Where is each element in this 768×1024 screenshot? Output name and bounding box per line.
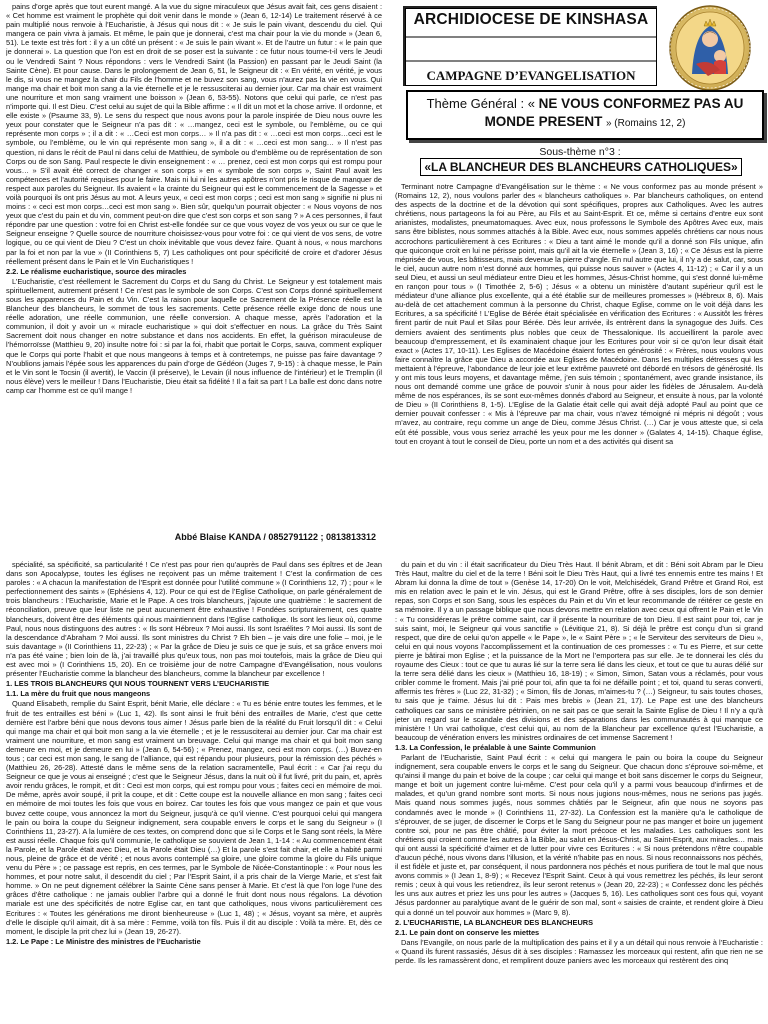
campaign-title: CAMPAGNE D’EVANGELISATION: [426, 68, 636, 83]
column-bottom-right: [395, 560, 763, 1024]
theme-box: [406, 90, 764, 140]
subsection-heading: 1.3. La Confession, le préalable à une Sainte Communion: [395, 742, 596, 752]
paragraph: du pain et du vin : il était sacrificateur du Dieu Très Haut. Il bénit Abram, et dit : Béni soit Abram par le Dieu Très Haut, maître du ciel et de la terre ! Béni soit le Dieu Très Haut, qui a livré tes ennemis entre tes mains ! Et Abram lui donna la dîme de tout » (Genèse 14, 17-20) On le voit, Melchisédek, Grand Prêtre et Grand Roi, est mis en relation avec le pain et le vin. Jésus, qui est le Grand Prêtre, offre à ses disciples, lors de son dernier repas, son Corps et son Sang, sous les espèces du Pain et du Vin et leur recommande de réitérer ce geste en sa mémoire. Il y a un passage biblique que nous devons mettre en relation avec ceux qui offrent le Pain et le Vin : « Tu considéreras le prêtre comme saint, car il présente la nourriture de ton Dieu. Il est saint pour toi, car je suis saint, moi, le Seigneur qui vous sanctifie » (Lévitique 21, 8). Si déjà le prêtre est conçu d’un si grand respect, que dire de celui qu’on appelle « le Pape », le « Saint Père » ; « le Serviteur des serviteurs de Dieu », celui en qui nous voyons l’accomplissement et la continuation de ces promesses : « Tu es Pierre, et sur cette pierre je bâtirai mon Eglise ; et la puissance de la Mort ne l’emportera pas sur elle. Je te donnerai les clés du royaume des Cieux : tout ce que tu auras lié sur la terre sera lié dans les cieux, et tout ce que tu auras délié sur la terre sera délié dans les cieux » (Matthieu 16, 18-19) ; « Simon, Simon, Satan vous a réclamés, pour vous cribler comme le froment. Mais j’ai prié pour toi, afin que ta foi ne défaille point ; et toi, quand tu seras converti, affermis tes frères » (Luc 22, 31-32) ; « Simon, fils de Jonas, m’aimes-tu ? (…) Seigneur, tu sais toutes choses, tu sais que je t’aime. Jésus lui dit : Pais mes brebis » (Jean 21, 17). Le Pape est une des blancheurs catholiques car sans ce ministère pétrinien, on ne sait pas ce que serait la Sainte Eglise de Dieu ! Il n’y a qu’à jeter un regard sur le scandale des divisions et des séparations dans les communautés à qui manque ce ministère ! Un vrai catholique, c’est celui qui, au nom de la Blancheur par excellence qu’est l’Eucharistie, a beaucoup de vénération envers les ministres ordinaires de cet immense Sacrement !: [395, 560, 763, 742]
section-heading: 2. L’EUCHARISTIE, LA BLANCHEUR DES BLANCHEURS: [395, 917, 594, 927]
header-divider: [406, 33, 656, 63]
paragraph: L’Eucharistie, c’est réellement le Sacrement du Corps et du Sang du Christ. Le Seigneur y est totalement mais spirituellement, autrement présent ! Ce n’est pas le symbole de son Corps. C’est son Corps donné spirituellement sous les apparences du Pain et du Vin. C’est la raison pour laquelle ce Sacrement de la Présence réelle est la Blancheur des blancheurs, le sommet de tous les sacrements. Cette présence réelle exige donc de nous une réelle adoration, une réelle communion, une réelle conversion. A chaque messe, après l’adoration et la communion, il doit y avoir un « miracle eucharistique » qui doit s’effectuer en nous. La grâce du Très Saint Sacrement doit nous changer en notre substance et dans nos accidents. En effet, la guérison miraculeuse de l’hémorroïsse (Matthieu 9, 20) insulte notre foi : si par la foi, rhabit que portait le Corps, sauva, comment expliquer que le Corps qui porte l’habit et que nous mangeons à temps et à contretemps, ne puisse pas faire davantage ? N’oublions jamais l’épée sous les apparences du pain d’orge de Gédéon (Juges 7, 9-15) : à chaque messe, le Pain et le Vin sont le Tocsin (il avertit), le Vaccin (il préserve), le Levain (il nous influence de l’intérieur) et le Tremplin (il nous élève) vers le meilleur ! Dans l’Eucharistie, Dieu était sa fidélité ! Il a fait sa part ! La balle est donc dans notre camp car l’homme est ce qu’il mange !: [6, 276, 382, 395]
madonna-seal-image: [664, 4, 756, 94]
subsection-heading: 1.2. Le Pape : Le Ministre des ministres de l’Eucharistie: [6, 936, 201, 946]
column-top-left: [6, 2, 382, 540]
paragraph: Quand Elisabeth, remplie du Saint Esprit, bénit Marie, elle déclare : « Tu es bénie entre toutes les femmes, et le fruit de tes entrailles est béni » (Luc 1, 42). Ils sont ainsi le fruit béni des entrailles de Marie, c’est que cette dernière est l’arbre béni que nous devons tous aimer ! Jésus parle bien de la réalité du Fruit lorsqu’il dit : « Celui qui mange ma chair et qui boit mon sang a la vie éternelle ; et je le ressusciterai au dernier jour. Car ma chair est vraiment une nourriture, et mon sang est vraiment un breuvage. Celui qui mange ma chair et qui boit mon sang demeure en moi, et je demeure en lui » (Jean 6, 54-56) ; « Prenez, mangez, ceci est mon corps. (…) Buvez-en tous ; car ceci est mon sang, le sang de l’alliance, qui est répandu pour plusieurs, pour la rémission des péchés » (Matthieu 26, 26-28). Attesté dans le même sens de la relation sacramentelle, Paul écrit : « Car j’ai reçu du Seigneur ce que je vous ai enseigné ; c’est que le Seigneur Jésus, dans la nuit où il fut livré, prit du pain, et, après avoir rendu grâces, le rompit, et dit : Ceci est mon corps, qui est rompu pour vous ; faites ceci en mémoire de moi. De même, après avoir soupé, il prit la coupe, et dit : Cette coupe est la nouvelle alliance en mon sang ; faites ceci en mémoire de moi toutes les fois que vous en boirez. Car toutes les fois que vous mangez ce pain et que vous buvez cette coupe, vous annoncez la mort du Seigneur, jusqu’à ce qu’il vienne. C’est pourquoi celui qui mangera le pain ou boira la coupe du Seigneur indignement, sera coupable envers le corps et le sang du Seigneur » (I Corinthiens 11, 23-27). A la lumière de ces textes, on comprend donc que si le Corps et le Sang sont réels, la Mère est aussi réelle. Chaque fois qu’il communie, le catholique se souvient de Jean 1, 1-14 : « Au commencement était la Parole, et la Parole était avec Dieu, et la Parole était Dieu (…) Et la parole s’est fait chair, et elle a habité parmi nous, pleine de grâce et de vérité ; et nous avons contemplé sa gloire, une gloire comme la gloire du Fils unique venu du Père » ; ce passage est repris, en ces termes, par le Symbole de Nicée-Constantinople : « Pour nous les hommes, et pour notre salut, il descendit du ciel ; Par l’Esprit Saint, il a pris chair de la Vierge Marie, et s’est fait homme. » On ne peut dignement célébrer la Sainte Cène sans penser à Marie. Et c’est là que l’on loge l’une des grâces d’être catholique : ne jamais oublier l’arbre qui a donné le fruit dont nous nous régalons. La dévotion mariale est une des spécificités de notre Eglise car, en tant que catholiques, nous vivons particulièrement ces Ecritures : « Toutes les générations me diront bienheureuse » (Luc 1, 48) ; « Jésus, voyant sa mère, et auprès d’elle le disciple qu’il aimait, dit à sa mère : Femme, voilà ton fils. Puis il dit au disciple : Voilà ta mère. Et, dès ce moment, le disciple la prit chez lui » (Jean 19, 26-27).: [6, 699, 382, 936]
author-signature: Abbé Blaise KANDA / 0852791122 ; 0813813312: [174, 532, 376, 542]
paragraph: Parlant de l’Eucharistie, Saint Paul écrit : « celui qui mangera le pain ou boira la coupe du Seigneur indignement, sera coupable envers le corps et le sang du Seigneur. Que chacun donc s’éprouve soi-même, et qu’ainsi il mange du pain et boive de la coupe ; car celui qui mange et boit sans discerner le corps du Seigneur, mange et boit un jugement contre lui-même. C’est pour cela qu’il y a parmi vous beaucoup d’infirmes et de malades, et qu’un grand nombre sont morts. Si nous nous jugions nous-mêmes, nous ne serions pas jugés. Mais quand nous sommes jugés, nous sommes châtiés par le Seigneur, afin que nous ne soyons pas condamnés avec le monde » (I Corinthiens 11, 27-32). La Confession est la manière qu’a le catholique de s’éprouver, de se juger, de discerner le Corps et le Sang du Seigneur pour ne pas manger et boire un jugement contre soi, pour ne pas être châtié, pour éviter la mort précoce et les maladies. Les catholiques sont les chrétiens qui croient comme les autres à la Bible, au salut en Jésus-Christ, au Saint-Esprit, aux miracles… mais qui ont aussi la spécificité d’aimer et de lutter pour vivre ces Ecritures : « Si nous prétendons n’être coupable d’aucun péché, nous vivons dans l’illusion, et la vérité n’habite pas en nous. Si nous reconnaissons nos péchés, il est fidèle et juste et, par conséquent, il nous pardonnera nos péchés et nous purifiera de tout le mal que nous avons commis » (I Jean 1, 8-9) ; « Recevez l’Esprit Saint. Ceux à qui vous remettrez les péchés, ils leur seront remis ; ceux à qui vous les retiendrez, ils leur seront retenus » (Jean 20, 22-23) ; « Confessez donc les péchés les uns aux autres et priez les uns pour les autres » (Jacques 5, 16). Les catholiques sont ces fous qui, voyant Jésus pardonner au paralytique avant de le guérir de son mal, sont « saisies de crainte, et rendent gloire à Dieu qui a donné un tel pouvoir aux hommes » (Marc 9, 8).: [395, 752, 763, 917]
column-bottom-left: [6, 560, 382, 1024]
diocese-title: ARCHIDIOCESE DE KINSHASA: [413, 11, 649, 28]
theme-reference: » (Romains 12, 2): [605, 118, 686, 129]
paragraph: Dans l’Evangile, on nous parle de la multiplication des pains et il y a un détail qui nous renvoie à l’Eucharistie : « Quand ils furent rassasiés, Jésus dit à ses disciples : Ramassez les morceaux qui restent, afin que rien ne se perde. Ils les ramassèrent donc, et remplirent douze paniers avec les morceaux qui restèrent des cinq: [395, 937, 763, 966]
theme-line-2: [408, 114, 762, 129]
paragraph: spécialité, sa spécificité, sa particularité ! Ce n’est pas pour rien qu’auprès de Paul dans ses épîtres et de Jean dans son Apocalypse, toutes les églises ne reçoivent pas un même traitement ! C’est la confirmation de ces paroles : « A chacun la manifestation de l’Esprit est donnée pour l’utilité commune » (I Corinthiens 12, 7) ; pour « le perfectionnement des saints » (Ephésiens 4, 12). Pour ce qui est de l’Eglise Catholique, on parle généralement de trois blancheurs : l’Eucharistie, Marie et le Pape. A ces trois blancheurs, j’ajoute une quatrième : le sacrement de réconciliation, preuve que leur liste ne peut aucunement être exhaustive ! Fondées scripturairement, ces quatre blancheurs, doivent être des éléments qui nous maintiennent dans l’Eglise catholique. Ils sont les lieux où, comme Paul, nous nous distinguons des autres : « Ils sont Hébreux ? Moi aussi. Ils sont Israélites ? Moi aussi. Ils sont de la descendance d’Abraham ? Moi aussi. Ils sont ministres du Christ ? Eh bien – je vais dire une folie – moi, je le suis davantage » (II Corinthiens 11, 22-23) ; « Par la grâce de Dieu je suis ce que je suis, et sa grâce envers moi n’a pas été vaine ; bien loin de là, j’ai travaillé plus qu’eux tous, non pas moi toutefois, mais la grâce de Dieu qui est avec moi » (I Corinthiens 15, 20). En ce troisième jour de notre Campagne d’Evangélisation, nous voulons présenter l’Eucharistie comme la blancheur des blancheurs, comme la blancheur par excellence !: [6, 560, 382, 679]
theme-title-a: NE VOUS CONFORMEZ PAS AU: [538, 96, 744, 111]
header-box: [405, 8, 657, 86]
column-top-right: [395, 182, 763, 550]
sub-theme-title: «LA BLANCHEUR DES BLANCHEURS CATHOLIQUES»: [420, 158, 742, 176]
sub-theme-label: Sous-thème n°3 :: [539, 146, 621, 158]
theme-title-b: MONDE PRESENT: [484, 114, 603, 129]
section-heading: 1. LES TROIS BLANCHEURS QUI NOUS TOURNENT VERS L’EUCHARISTIE: [6, 679, 270, 689]
paragraph: Terminant notre Campagne d’Evangélisation sur le thème : « Ne vous conformez pas au monde présent » (Romains 12, 2), nous voulons parler des « blancheurs catholiques ». Par blancheurs catholiques, on entend des aspects de la doctrine et de la dévotion qui sont spécifiques, propres aux Catholiques. Avec les autres chrétiens, nous partageons la foi au Père, au Fils et au Saint-Esprit. Et ce, même si certains d’entre eux sont arianistes, modalistes, pneumatomaques. Avec eux, nous professons le Symbole des Apôtres Avec eux, mais sans être biblistes, nous sommes attachés à la Bible. Avec eux, nous sommes appelés chrétiens car nous nous accrochons particulièrement à ces Ecritures : « Dieu a tant aimé le monde qu’il a donné son Fils unique, afin que quiconque croit en lui ne périsse point, mais qu’il ait la vie éternelle » (Jean 3, 16) ; « Ce Jésus est la pierre méprisée de vous, les bâtisseurs, mais devenue la pierre d’angle. En nul autre que lui, il n’y a de salut, car, sous le ciel, aucun autre nom n’est donné aux hommes, qui puisse nous sauver » (Actes 4, 11-12) ; « Car il y a un seul Dieu, et aussi un seul médiateur entre Dieu et les hommes, Jésus-Christ homme, qui s’est donné lui-même en rançon pour tous » (I Timothée 2, 5-6) ; Jésus « a obtenu un ministère d’autant supérieur qu’il est le médiateur d’une alliance plus excellente, qui a été établie sur de meilleures promesses » (Hébreux 8, 6). Mais au-delà de cet attachement commun à la personne du Christ, chaque Eglise, comme on le voit déjà dans les Ecritures, a sa spécificité ! L’Eglise de Bérée était spécialisée en vérification des Ecritures : « Aussitôt les frères firent partir de nuit Paul et Silas pour Bérée. Dès leur arrivée, ils entrèrent dans la synagogue des Juifs. Ces derniers avaient des sentiments plus nobles que ceux de Thessalonique. Ils accueillirent la parole avec beaucoup d’empressement, et ils examinaient chaque jour les Ecritures pour voir si ce qu’on leur disait était exact » (Actes 17, 10-11). Les Eglises de Macédoine étaient fortes en générosité : « Frères, nous voulons vous faire connaître la grâce que Dieu a accordée aux Eglises de Macédoine. Dans les multiples détresses qui les mettaient à l’épreuve, l’abondance de leur joie et leur extrême pauvreté ont débordé en trésors de générosité. Ils y ont mis tous leurs moyens, et davantage même, j’en suis témoin ; spontanément, avec grande insistance, ils nous ont demandé comme une grâce de pouvoir s’unir à nous pour aider les fidèles de Jérusalem. Au-delà même de nos espérances, ils se sont eux-mêmes donnés d’abord au Seigneur, et ensuite à nous, par la volonté de Dieu » (II Corinthiens 8, 1-5). L’Eglise de la Galatie était celle qui avait déjà adopté Paul au point que ce dernier pouvait confesser : « Mis à l’épreuve par ma chair, vous n’avez témoigné ni mépris ni dégoût ; vous m’avez, au contraire, reçu comme un ange de Dieu, comme Jésus Christ. (…) Car je vous atteste que, si cela eût été possible, vous vous seriez arraché les yeux pour me les donner » (Galates 4, 14-15). Chaque église, tout en croyant à tout le conseil de Dieu, porte un nom et a des activités qui disent sa: [395, 182, 763, 446]
theme-prefix: Thème Général : «: [426, 96, 535, 111]
paragraph: pains d’orge après que tout eurent mangé. A la vue du signe miraculeux que Jésus avait fait, ces gens disaient : « Cet homme est vraiment le prophète qui doit venir dans le monde » (Jean 6, 12-14) Le traitement réservé à ce pain multiplié nous renvoie à l’Eucharistie, à Jésus qui nous dit : « Je suis le pain vivant, descendu du ciel. Qui mangera ce pain vivra à jamais. Et même, le pain que je donnerai, c’est ma chair pour la vie du monde » (Jean 6, 51). Le texte est très fort : il y a un côté un présent : « Je suis le pain vivant ». Et de l’autre un futur : « le pain que je donnerai ». La question que l’on est en droit de se poser est la suivante : ce futur nous tourne-t-il vers le Jeudi ou le Vendredi Saint ? Nous répondons : vers le Vendredi Saint (la Passion) en passant par le Jeudi Saint (la Sainte Cène). Et pour cause. Dans le prolongement de Jean 6, 51, le Seigneur dit : « En vérité, en vérité, je vous le dis, si vous ne mangez la chair du Fils de l’homme et ne buvez son sang, vous n’aurez pas la vie en vous. Qui mange ma chair et boit mon sang a la vie éternelle et je le ressusciterai au dernier jour. Car ma chair est vraiment une nourriture et mon sang vraiment une boisson » (Jean 6, 53-55). Notons que celui qui parle, ce n’est pas n’importe qui. Il est Dieu. C’est celui au sujet de qui la Bible affirme : « Il dit un mot et la chose arrive. Il ordonne, et elle existe » (Psaume 33, 9). Le sens du respect que nous avons pour la parole inspirée de Dieu nous ouvre les yeux pour constater que le Seigneur n’a pas dit : « …mangez, ceci est le symbole, ou l’emblème, ou ce qui représente mon corps » ; il a dit : « …Ceci est mon corps… » Il n’a pas dit : « …ceci est mon corps…ceci est le symbole, ou l’emblème, ou le vin qui représente mon sang », il a dit : « …ceci est mon sang… » Il n’est pas question, ni dans le récit de Paul ni dans celui de Matthieu, de symbole ou d’emblème ou de représentation de son Corps ou de son Sang. Paul respecte le divin enseignement : « … prenez, ceci est mon corps qui est rompu pour vous… » S’il avait été correct de changer « son corps » en « symbole de son corps », Saint Paul avait les compétences et l’autorité requises pour le faire. Mais ni lui ni les autres apôtres n’ont pris le risque de manquer de respect aux paroles du Seigneur. Ils avaient « la crainte du Seigneur qui est le commencement de la Sagesse » et voilà pourquoi ils ont pris Jésus au mot. A leurs yeux, « ceci est mon corps ; ceci est mon sang » signifie ni plus ni moins : « ceci est mon corps…ceci est mon sang ». Bien sûr, quelqu’un pourrait objecter : « Nous voyons de nos yeux que c’est du pain et du vin, comment peut-on dire que c’est son corps et son sang ? » A ces personnes, il faut répondre par une question : votre foi en Christ est-elle fondée sur ce que vous voyez de vos yeux ou sur ce que le Seigneur enseigne ? Quelle source de nourriture choisissez-vous pour votre foi : ce qui vient de vos sens, de votre logique, ou ce qui vient de Dieu ? C’est un choix inévitable que vous devez faire. Quant à nous, « nous marchons par la foi et non par la vue » (II Corinthiens 5, 7) Les catholiques ont pour spécificité de croire et d’adorer Jésus réellement présent dans le Pain et le Vin Eucharistiques !: [6, 2, 382, 266]
subsection-heading: 2.1. Le pain dont on conserve les miettes: [395, 927, 540, 937]
subsection-heading: 1.1. La mère du fruit que nous mangeons: [6, 689, 151, 699]
theme-line-1: [408, 96, 762, 111]
section-heading: 2.2. Le réalisme eucharistique, source des miracles: [6, 266, 187, 276]
